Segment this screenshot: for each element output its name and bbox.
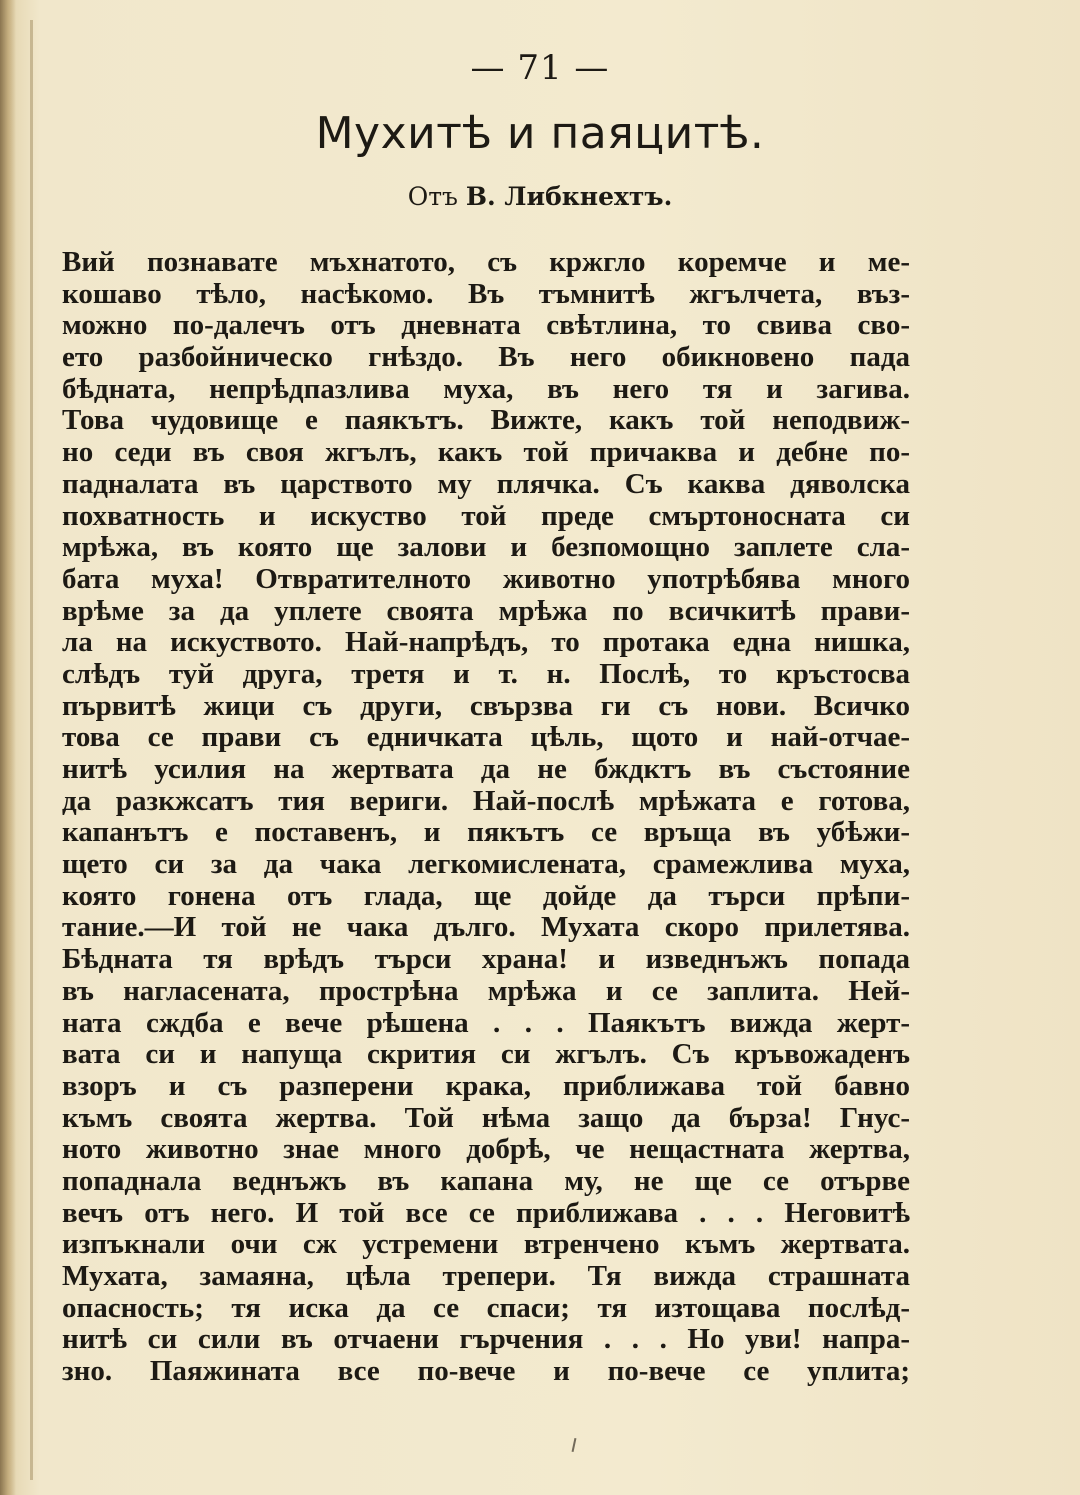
author-name: В. Либкнехтъ.: [465, 182, 673, 211]
text-line: вата си и напуща скрития си жгълъ. Съ кръвожаденъ: [62, 1039, 910, 1071]
byline-prefix: Отъ: [407, 182, 458, 211]
text-line: ето разбойническо гнѣздо. Въ него обикновено пада: [62, 342, 910, 374]
text-line: тание.—И той не чака дълго. Мухата скоро прилетява.: [62, 912, 910, 944]
text-line: нитѣ си сили въ отчаени гърчения . . . Но уви! напра-: [62, 1324, 910, 1356]
stray-mark: [572, 1438, 577, 1452]
text-line: първитѣ жици съ други, свързва ги съ нови. Всичко: [62, 690, 910, 722]
text-line: Бѣдната тя врѣдъ търси храна! и изведнъжъ попада: [62, 944, 910, 976]
text-line: попаднала веднъжъ въ капана му, не ще се отърве: [62, 1165, 910, 1197]
text-line: падналата въ царството му плячка. Съ каква дяволска: [62, 468, 910, 500]
text-line: мрѣжа, въ която ще залови и безпомощно заплете сла-: [62, 532, 910, 564]
text-line: зно. Паяжината все по-вече и по-вече се уплита;: [62, 1356, 910, 1388]
text-line: ното животно знае много добрѣ, че нещастната жертва,: [62, 1134, 910, 1166]
text-line: Това чудовище е паякътъ. Вижте, какъ той неподвиж-: [62, 405, 910, 437]
text-line: опасность; тя иска да се спаси; тя изтощава послѣд-: [62, 1292, 910, 1324]
text-line: изпъкнали очи сж устремени втренчено къмъ жертвата.: [62, 1229, 910, 1261]
text-line: вечъ отъ него. И той все се приближава . . . Неговитѣ: [62, 1197, 910, 1229]
binding-line: [30, 20, 33, 1480]
text-line: врѣме за да уплете своята мрѣжа по всичкитѣ прави-: [62, 595, 910, 627]
text-line: ната сждба е вече рѣшена . . . Паякътъ вижда жерт-: [62, 1007, 910, 1039]
text-line: това се прави съ едничката цѣль, щото и най-отчае-: [62, 722, 910, 754]
text-line: бата муха! Отвратителното животно употрѣбява много: [62, 563, 910, 595]
text-line: но седи въ своя жгълъ, какъ той причаква и дебне по-: [62, 437, 910, 469]
text-line: взоръ и съ разперени крака, приближава той бавно: [62, 1070, 910, 1102]
body-text: [62, 247, 910, 1388]
text-line: Мухата, замаяна, цѣла трепери. Тя вижда страшната: [62, 1261, 910, 1292]
text-line: която гонена отъ глада, ще дойде да търси прѣпи-: [62, 880, 910, 912]
text-line: можно по-далечъ отъ дневната свѣтлина, то свива сво-: [62, 310, 910, 342]
text-line: бѣдната, непрѣдпазлива муха, въ него тя и загива.: [62, 373, 910, 405]
text-line: къмъ своята жертва. Той нѣма защо да бърза! Гнус-: [62, 1102, 910, 1134]
text-line: въ нагласената, прострѣна мрѣжа и се заплита. Ней-: [62, 975, 910, 1007]
page-number: — 71 —: [470, 48, 610, 88]
binding-shadow: [0, 0, 16, 1495]
text-line: капанътъ е поставенъ, и пякътъ се връща въ убѣжи-: [62, 817, 910, 849]
text-line: щето си за да чака легкомислената, срамежлива муха,: [62, 849, 910, 881]
text-line: ла на искуството. Най-напрѣдъ, то протака една нишка,: [62, 627, 910, 659]
byline: [0, 182, 1080, 211]
chapter-title: Мухитѣ и паяцитѣ.: [315, 108, 765, 159]
text-line: Вий познавате мъхнатото, съ кржгло коремче и ме-: [62, 247, 910, 278]
text-line: слѣдъ туй друга, третя и т. н. Послѣ, то кръстосва: [62, 658, 910, 690]
text-line: похватность и искуство той преде смъртоносната си: [62, 500, 910, 532]
text-line: нитѣ усилия на жертвата да не бждктъ въ състояние: [62, 754, 910, 785]
text-line: кошаво тѣло, насѣкомо. Въ тъмнитѣ жгълчета, въз-: [62, 278, 910, 310]
text-line: да разкжсатъ тия вериги. Най-послѣ мрѣжата е готова,: [62, 785, 910, 817]
